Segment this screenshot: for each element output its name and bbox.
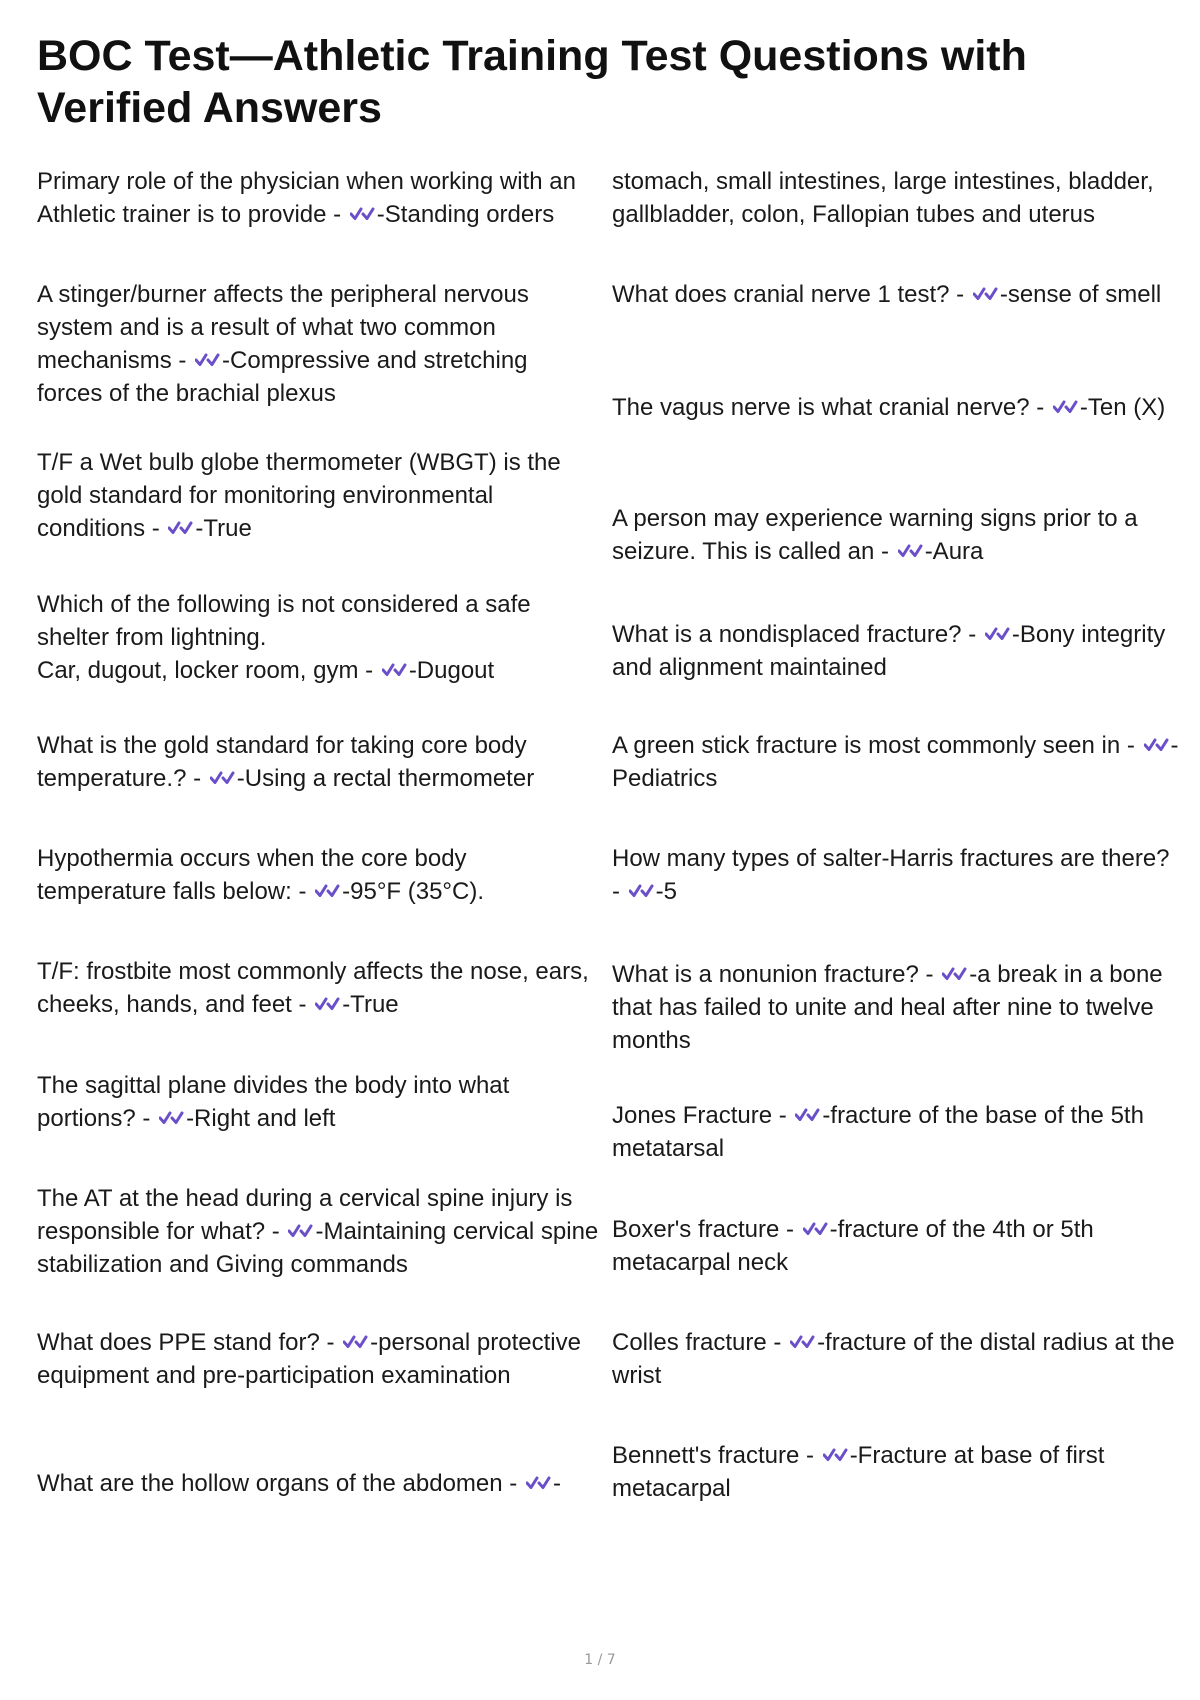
question-text: How many types of salter-Harris fractures are there? -: [612, 845, 1170, 905]
qa-item: [612, 1099, 1182, 1165]
question-text: T/F: frostbite most commonly affects the nose, ears, cheeks, hands, and feet -: [37, 958, 589, 1018]
qa-item: [37, 1182, 599, 1281]
double-check-icon: [973, 283, 998, 305]
answer-text: -95°F (35°C).: [342, 878, 485, 905]
question-text: What is the gold standard for taking core body temperature.? -: [37, 732, 527, 792]
double-check-icon: [795, 1104, 820, 1126]
page-title: BOC Test—Athletic Training Test Questions with Verified Answers: [37, 32, 1027, 132]
double-check-icon: [315, 880, 340, 902]
question-text: A person may experience warning signs prior to a seizure. This is called an -: [612, 505, 1138, 565]
double-check-icon: [1053, 396, 1078, 418]
qa-item-continuation: [612, 165, 1182, 231]
double-check-icon: [942, 963, 967, 985]
question-text: T/F a Wet bulb globe thermometer (WBGT) is the gold standard for monitoring environmental conditions -: [37, 449, 561, 542]
question-text: A stinger/burner affects the peripheral nervous system and is a result of what two common mechanisms -: [37, 281, 529, 374]
qa-item: [612, 278, 1182, 311]
qa-item: [612, 729, 1182, 795]
answer-text: stomach, small intestines, large intestines, bladder, gallbladder, colon, Fallopian tubes and uterus: [612, 168, 1154, 228]
double-check-icon: [985, 623, 1010, 645]
answer-text: -Compressive and stretching forces of the brachial plexus: [37, 347, 528, 407]
question-text: Jones Fracture -: [612, 1102, 787, 1129]
question-text: What does cranial nerve 1 test? -: [612, 281, 965, 308]
qa-item: [612, 842, 1182, 908]
answer-text: -True: [195, 515, 252, 542]
question-text: Hypothermia occurs when the core body temperature falls below: -: [37, 845, 467, 905]
qa-item: [37, 165, 599, 231]
question-text: Boxer's fracture -: [612, 1216, 794, 1243]
qa-item: [612, 958, 1182, 1057]
double-check-icon: [803, 1218, 828, 1240]
double-check-icon: [823, 1444, 848, 1466]
double-check-icon: [350, 203, 375, 225]
double-check-icon: [898, 540, 923, 562]
qa-item: [612, 618, 1182, 684]
qa-item: [37, 588, 599, 687]
question-text: The vagus nerve is what cranial nerve? -: [612, 394, 1045, 421]
qa-item: [37, 278, 599, 410]
answer-text: -Aura: [924, 538, 984, 565]
answer-text: -Using a rectal thermometer: [236, 765, 535, 792]
question-text: Colles fracture -: [612, 1329, 782, 1356]
question-text: Which of the following is not considered a safe shelter from lightning. Car, dugout, locker room, gym -: [37, 591, 531, 684]
qa-item: [612, 502, 1182, 568]
answer-text: -Bony integrity and alignment maintained: [612, 621, 1166, 681]
question-text: Primary role of the physician when working with an Athletic trainer is to provide -: [37, 168, 576, 228]
double-check-icon: [159, 1107, 184, 1129]
answer-text: -fracture of the 4th or 5th metacarpal neck: [612, 1216, 1094, 1276]
qa-item: [37, 729, 599, 795]
double-check-icon: [526, 1472, 551, 1494]
question-text: The sagittal plane divides the body into what portions? -: [37, 1072, 510, 1132]
double-check-icon: [1144, 734, 1169, 756]
answer-text: -Dugout: [408, 657, 495, 684]
double-check-icon: [195, 349, 220, 371]
double-check-icon: [629, 880, 654, 902]
qa-item: [37, 1467, 599, 1500]
answer-text: -Pediatrics: [612, 732, 1179, 792]
page-number: 1 / 7: [584, 1652, 616, 1668]
answer-text: -True: [342, 991, 399, 1018]
question-text: The AT at the head during a cervical spine injury is responsible for what? -: [37, 1185, 573, 1245]
answer-text: -Standing orders: [376, 201, 555, 228]
double-check-icon: [382, 659, 407, 681]
qa-item: [37, 1069, 599, 1135]
qa-item: [37, 446, 599, 545]
double-check-icon: [790, 1331, 815, 1353]
double-check-icon: [315, 993, 340, 1015]
answer-text: -Ten (X): [1079, 394, 1166, 421]
answer-text: -a break in a bone that has failed to unite and heal after nine to twelve months: [612, 961, 1163, 1054]
answer-text: -sense of smell: [999, 281, 1162, 308]
qa-item: [612, 1213, 1182, 1279]
qa-item: [37, 955, 599, 1021]
question-text: What does PPE stand for? -: [37, 1329, 335, 1356]
answer-text: -5: [655, 878, 678, 905]
answer-text: -fracture of the base of the 5th metatarsal: [612, 1102, 1144, 1162]
question-text: What is a nondisplaced fracture? -: [612, 621, 977, 648]
question-text: A green stick fracture is most commonly seen in -: [612, 732, 1135, 759]
question-text: Bennett's fracture -: [612, 1442, 815, 1469]
answer-text: -Right and left: [186, 1105, 336, 1132]
qa-item: [612, 391, 1182, 424]
question-text: What are the hollow organs of the abdomen -: [37, 1470, 518, 1497]
qa-item: [37, 842, 599, 908]
answer-text: -: [552, 1470, 561, 1497]
qa-item: [612, 1439, 1182, 1505]
double-check-icon: [210, 767, 235, 789]
answer-text: -fracture of the distal radius at the wrist: [612, 1329, 1175, 1389]
answer-text: -Fracture at base of first metacarpal: [612, 1442, 1105, 1502]
qa-item: [612, 1326, 1182, 1392]
answer-text: -personal protective equipment and pre-participation examination: [37, 1329, 581, 1389]
qa-item: [37, 1326, 599, 1392]
question-text: What is a nonunion fracture? -: [612, 961, 934, 988]
answer-text: -Maintaining cervical spine stabilization and Giving commands: [37, 1218, 599, 1278]
double-check-icon: [168, 517, 193, 539]
double-check-icon: [343, 1331, 368, 1353]
double-check-icon: [288, 1220, 313, 1242]
